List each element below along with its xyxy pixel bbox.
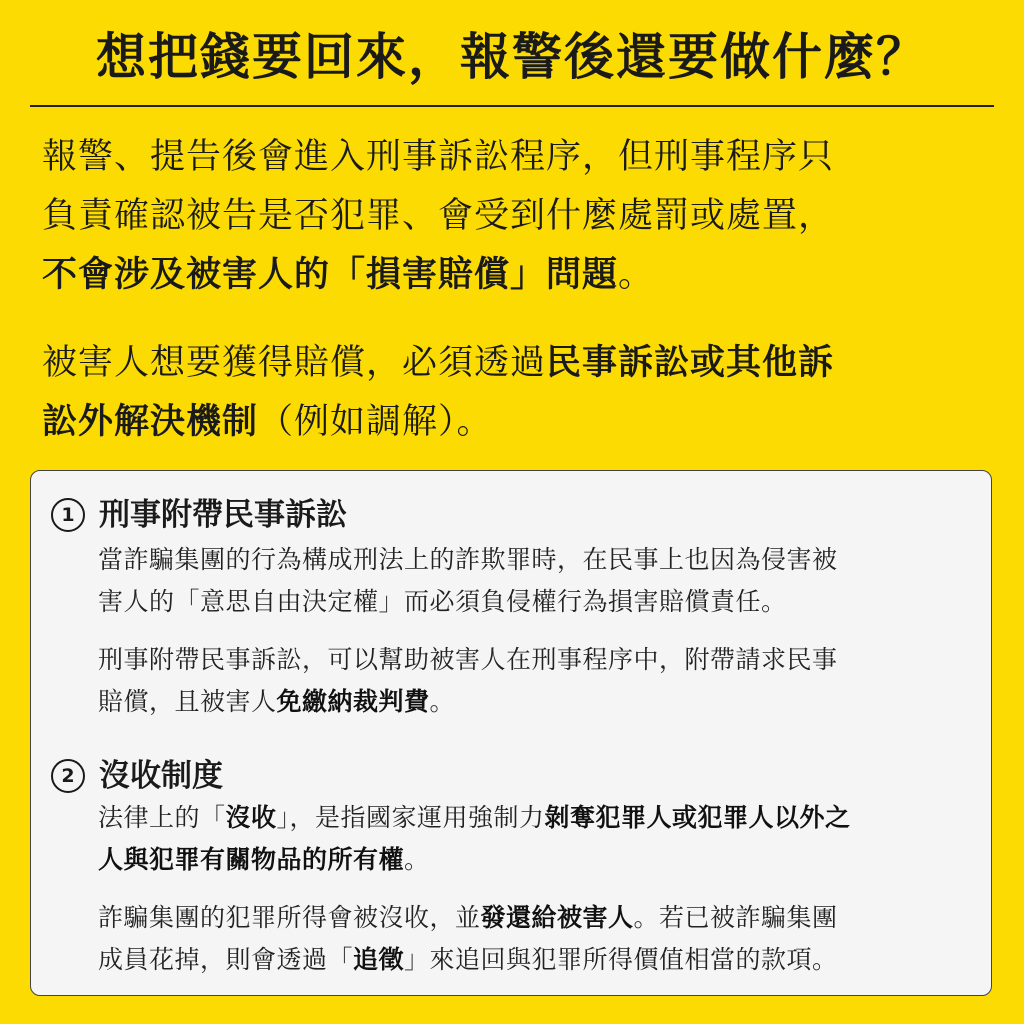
s2p1-line-2 bbox=[98, 839, 968, 881]
s1p2-line-2-plain: 賠償，且被害人 bbox=[98, 687, 277, 716]
section-2-paragraph-1 bbox=[98, 797, 968, 881]
s1p2-line-2 bbox=[98, 681, 968, 723]
intro2-line-2 bbox=[42, 393, 987, 452]
intro-paragraph-1 bbox=[42, 128, 987, 305]
intro1-line-2: 負責確認被告是否犯罪、會受到什麼處罰或處置， bbox=[42, 196, 835, 236]
s2p2-line-2-a: 成員花掉，則會透過「 bbox=[98, 945, 354, 974]
recovery-emphasis: 追徵 bbox=[353, 945, 405, 974]
intro2-line-1 bbox=[42, 334, 987, 393]
intro1-line-3-tail: 。 bbox=[618, 255, 655, 295]
s2p2-line-1 bbox=[98, 897, 968, 939]
s2p2-line-2-b: 」來追回與犯罪所得價值相當的款項。 bbox=[404, 945, 838, 974]
section-1-heading bbox=[51, 493, 347, 537]
alt-mechanism-emphasis: 訟外解決機制 bbox=[42, 402, 259, 442]
intro-paragraph-2 bbox=[42, 334, 987, 452]
intro2-line-2-tail: （例如調解）。 bbox=[258, 402, 493, 442]
no-compensation-emphasis: 不會涉及被害人的「損害賠償」問題 bbox=[42, 255, 619, 295]
s2p2-line-2 bbox=[98, 939, 968, 981]
s1p2-line-1: 刑事附帶民事訴訟，可以幫助被害人在刑事程序中，附帶請求民事 bbox=[98, 645, 838, 674]
section-2-title: 沒收制度 bbox=[99, 758, 223, 794]
intro1-line-1: 報警、提告後會進入刑事訴訟程序，但刑事程序只 bbox=[42, 137, 835, 177]
civil-litigation-emphasis: 民事訴訟或其他訴 bbox=[546, 343, 835, 383]
intro2-line-1-plain: 被害人想要獲得賠償，必須透過 bbox=[42, 343, 547, 383]
s2p1-seg-1: 法律上的「 bbox=[98, 803, 226, 832]
section-1-paragraph-1 bbox=[98, 539, 968, 623]
circled-number-2-icon: 2 bbox=[51, 759, 85, 793]
s1p2-line-2-tail: 。 bbox=[429, 687, 456, 716]
section-2-paragraph-2 bbox=[98, 897, 968, 981]
info-card bbox=[30, 470, 992, 996]
page-title: 想把錢要回來，報警後還要做什麼？ bbox=[96, 28, 928, 86]
circled-number-1-icon: 1 bbox=[51, 498, 85, 532]
fee-exemption-emphasis: 免繳納裁判費 bbox=[276, 687, 430, 716]
section-2-heading bbox=[51, 754, 223, 798]
s2p1-line-1 bbox=[98, 797, 968, 839]
s1p1-line-1: 當詐騙集團的行為構成刑法上的詐欺罪時，在民事上也因為侵害被 bbox=[98, 545, 838, 574]
section-1-title: 刑事附帶民事訴訟 bbox=[99, 497, 347, 533]
s1p1-line-2: 害人的「意思自由決定權」而必須負侵權行為損害賠償責任。 bbox=[98, 587, 787, 616]
ownership-emphasis: 人與犯罪有關物品的所有權 bbox=[98, 845, 405, 874]
return-to-victim-emphasis: 發還給被害人 bbox=[480, 903, 634, 932]
confiscation-emphasis: 沒收 bbox=[225, 803, 277, 832]
s2p1-seg-3: 」，是指國家運用強制力 bbox=[276, 803, 545, 832]
s2p2-seg-3: 。若已被詐騙集團 bbox=[633, 903, 838, 932]
title-divider bbox=[30, 105, 994, 107]
deprivation-emphasis: 剝奪犯罪人或犯罪人以外之 bbox=[544, 803, 851, 832]
s2p1-line-2-tail: 。 bbox=[404, 845, 430, 874]
section-1-paragraph-2 bbox=[98, 639, 968, 723]
s2p2-seg-1: 詐騙集團的犯罪所得會被沒收，並 bbox=[98, 903, 481, 932]
intro1-line-3 bbox=[42, 246, 987, 305]
